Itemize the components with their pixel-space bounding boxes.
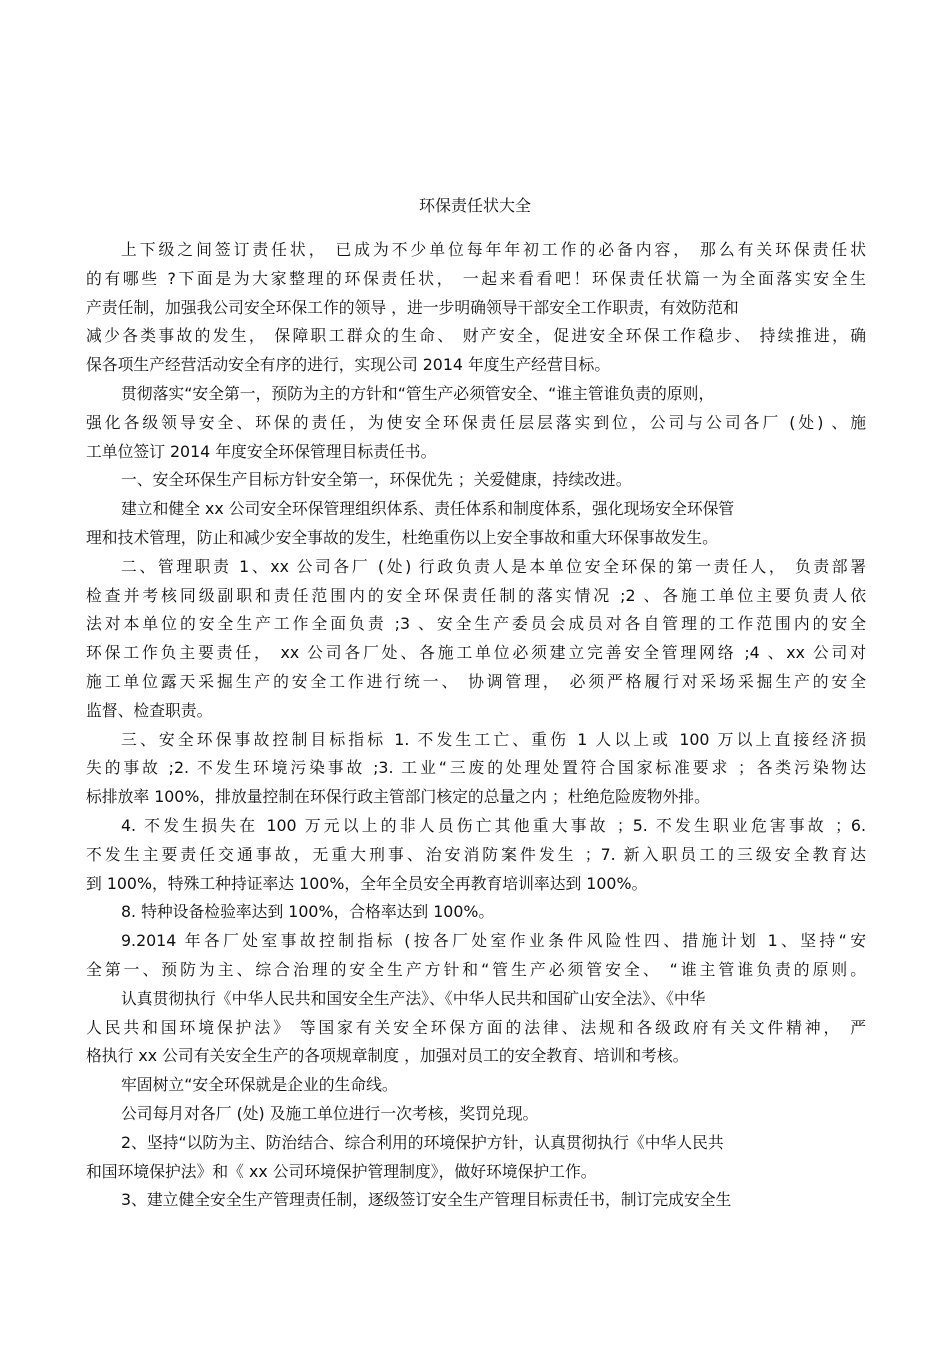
document-body [86, 236, 866, 1215]
text-line: 和国环境保护法》和《 xx 公司环境保护管理制度》，做好环境保护工作。 [86, 1161, 597, 1181]
text-line: 4. 不发生损失在 100 万元以上的非人员伤亡其他重大事故 ；5. 不发生职业危害事故 ；6. [121, 815, 866, 835]
text-line: 一、安全环保生产目标方针安全第一，环保优先 ；关爱健康，持续改进。 [121, 470, 632, 490]
text-line: 二、管理职责 1、xx 公司各厂 (处) 行政负责人是本单位安全环保的第一责任人， 负责部署 [121, 556, 866, 576]
text-line: 理和技术管理，防止和减少安全事故的发生，杜绝重伤以上安全事故和重大环保事故发生。 [86, 527, 718, 547]
text-line: 格执行 xx 公司有关安全生产的各项规章制度 ，加强对员工的安全教育、培训和考核。 [86, 1046, 689, 1066]
text-line: 上下级之间签订责任状， 已成为不少单位每年年初工作的必备内容， 那么有关环保责任状 [121, 240, 866, 259]
text-line: 贯彻落实“安全第一，预防为主的方针和“管生产必须管安全、“谁主管谁负责的原则， [121, 383, 715, 403]
text-line: 工单位签订 2014 年度安全环保管理目标责任书。 [86, 441, 437, 461]
text-line: 标排放率 100%，排放量控制在环保行政主管部门核定的总量之内 ；杜绝危险废物外排。 [86, 787, 710, 807]
text-line: 监督、检查职责。 [86, 700, 213, 720]
text-line: 全第一、预防为主、综合治理的安全生产方针和“管生产必须管安全、 “谁主管谁负责的原则。 [86, 959, 866, 979]
text-line: 减少各类事故的发生， 保障职工群众的生命、 财产安全，促进安全环保工作稳步、 持续推进，确 [86, 326, 866, 346]
text-line: 到 100%，特殊工种持证率达 100%，全年全员安全再教育培训率达到 100%。 [86, 873, 648, 893]
text-line: 产责任制，加强我公司安全环保工作的领导 ，进一步明确领导干部安全工作职责，有效防范和 [86, 297, 739, 317]
document-title: 环保责任状大全 [418, 196, 531, 215]
text-line: 环保工作负主要责任， xx 公司各厂处、各施工单位必须建立完善安全管理网络 ;4 、xx 公司对 [86, 643, 866, 663]
text-line: 牢固树立“安全环保就是企业的生命线。 [121, 1075, 398, 1095]
text-line: 公司每月对各厂 (处) 及施工单位进行一次考核，奖罚兑现。 [121, 1103, 539, 1123]
text-line: 8. 特种设备检验率达到 100%，合格率达到 100%。 [121, 902, 495, 922]
text-line: 的有哪些 ?下面是为大家整理的环保责任状， 一起来看看吧！环保责任状篇一为全面落实安全生 [86, 268, 866, 288]
text-line: 3、建立健全安全生产管理责任制，逐级签订安全生产管理目标责任书，制订完成安全生 [121, 1190, 732, 1210]
text-line: 2、坚持“以防为主、防治结合、综合利用的环境保护方针，认真贯彻执行《中华人民共 [121, 1132, 724, 1152]
text-line: 强化各级领导安全、环保的责任，为使安全环保责任层层落实到位，公司与公司各厂 (处) 、施 [86, 412, 866, 432]
text-line: 施工单位露天采掘生产的安全工作进行统一、 协调管理， 必须严格履行对采场采掘生产的安全 [86, 671, 866, 691]
text-line: 三、安全环保事故控制目标指标 1. 不发生工亡、重伤 1 人以上或 100 万以上直接经济损 [121, 729, 866, 749]
text-line: 保各项生产经营活动安全有序的进行，实现公司 2014 年度生产经营目标。 [86, 355, 611, 375]
text-line: 认真贯彻执行《中华人民共和国安全生产法》、《中华人民共和国矿山安全法》、《中华 [121, 988, 706, 1008]
text-line: 法对本单位的安全生产工作全面负责 ;3 、安全生产委员会成员对各自管理的工作范围内的安全 [86, 614, 866, 634]
text-line: 失的事故 ;2. 不发生环境污染事故 ;3. 工业“三废的处理处置符合国家标准要求 ；各类污染物达 [86, 758, 866, 778]
text-line: 检查并考核同级副职和责任范围内的安全环保责任制的落实情况 ;2 、各施工单位主要负责人依 [86, 585, 866, 605]
text-line: 建立和健全 xx 公司安全环保管理组织体系、责任体系和制度体系，强化现场安全环保管 [121, 499, 735, 519]
text-line: 9.2014 年各厂处室事故控制指标 (按各厂处室作业条件风险性四、措施计划 1、坚持“安 [121, 931, 866, 951]
text-line: 人民共和国环境保护法》 等国家有关安全环保方面的法律、法规和各级政府有关文件精神， 严 [86, 1017, 866, 1037]
text-line: 不发生主要责任交通事故，无重大刑事、治安消防案件发生 ；7. 新入职员工的三级安全教育达 [86, 844, 866, 864]
